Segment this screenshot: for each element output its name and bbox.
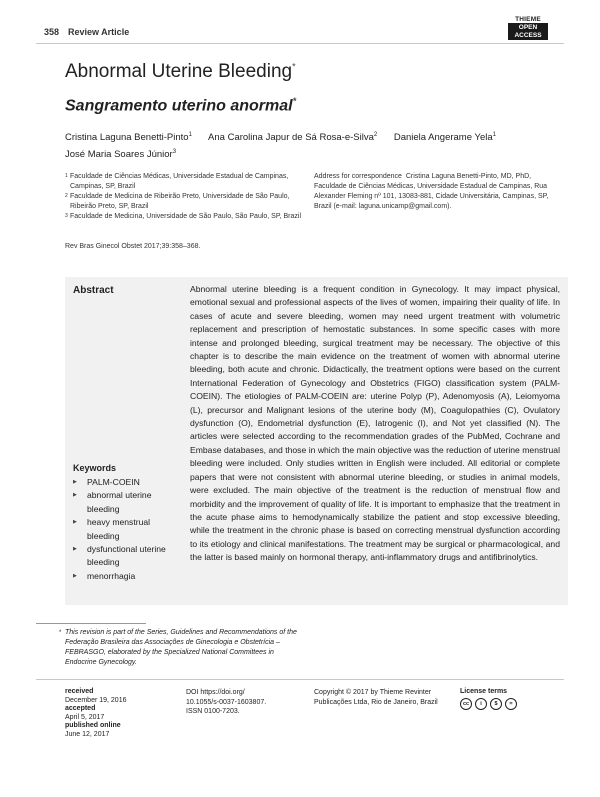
keyword-item[interactable]: ▶ PALM-COEIN — [73, 476, 183, 489]
doi-link[interactable]: DOI https://doi.org/ — [186, 689, 245, 696]
author-name: Cristina Laguna Benetti-Pinto — [65, 132, 189, 144]
footnote-divider — [36, 623, 146, 624]
article-title — [65, 61, 296, 83]
affiliation-number: 1 — [65, 173, 68, 179]
keyword-item[interactable]: ▶ menorrhagia — [73, 570, 183, 583]
author-name: Ana Carolina Japur de Sá Rosa-e-Silva — [208, 132, 374, 144]
footnote-text: This revision is part of the Series, Guidelines and Recommendations of the Federação Brasileira das Associações de Ginecologia e Obstetrícia – FEBRASGO, elaborated by the Specialized National Committees in Endocrine Gynecology. — [65, 629, 297, 666]
affiliation-number: 2 — [65, 193, 68, 199]
issn: ISSN 0100-7203. — [186, 708, 240, 715]
affiliations — [65, 172, 305, 222]
keyword-item[interactable]: ▶ abnormal uterine bleeding — [73, 489, 183, 516]
accepted-label: accepted — [65, 705, 96, 712]
page-number: 358 — [44, 27, 60, 37]
by-icon: i — [475, 698, 487, 710]
article-dates — [65, 688, 126, 739]
logo-badge-line1: OPEN — [518, 24, 538, 31]
author[interactable] — [65, 149, 176, 160]
header-divider — [36, 43, 564, 44]
received-date: December 19, 2016 — [65, 696, 127, 704]
author-name: José Maria Soares Júnior — [65, 149, 173, 161]
author[interactable] — [394, 132, 496, 143]
logo-badge-line2: ACCESS — [514, 31, 542, 39]
accepted-date: April 5, 2017 — [65, 713, 105, 721]
license-block — [460, 688, 560, 710]
doi-number[interactable]: 10.1055/s-0037-1603807. — [186, 698, 267, 706]
title-footnote-mark[interactable]: * — [292, 61, 296, 72]
logo-brand: THIEME — [515, 16, 541, 23]
section-label: Review Article — [68, 27, 130, 37]
affiliation-item — [65, 172, 305, 192]
keyword-item[interactable]: ▶ dysfunctional uterine bleeding — [73, 543, 183, 570]
doi-block — [186, 688, 266, 717]
cc-icon: cc — [460, 698, 472, 710]
author[interactable] — [208, 132, 377, 143]
author-name: Daniela Angerame Yela — [393, 132, 493, 144]
abstract-heading: Abstract — [73, 285, 114, 296]
thieme-open-access-logo — [508, 16, 548, 40]
affiliation-item — [65, 212, 305, 222]
published-date: June 12, 2017 — [65, 730, 110, 738]
affiliation-text: Faculdade de Medicina de Ribeirão Preto, Universidade de São Paulo, Ribeirão Preto, SP, Brazil — [70, 193, 290, 210]
correspondence-text[interactable]: Cristina Laguna Benetti-Pinto, MD, PhD, Faculdade de Ciências Médicas, Universidade Estadual de Campinas, Rua Alexander Fleming nº 101, 13083-881, Cidade Universitária, Campinas, SP, Brazil (e-mail: laguna.unicamp@gmail.com). — [314, 173, 549, 210]
author[interactable] — [65, 132, 192, 143]
article-subtitle — [65, 96, 296, 115]
publisher-line: Publicações Ltda, Rio de Janeiro, Brazil — [314, 698, 438, 706]
copyright-line: Copyright © 2017 by Thieme Revinter — [314, 689, 432, 696]
keyword-item[interactable]: ▶ heavy menstrual bleeding — [73, 516, 183, 543]
author-affiliation-mark: 1 — [492, 132, 496, 138]
author-affiliation-mark: 3 — [172, 149, 177, 156]
affiliation-number: 3 — [65, 213, 68, 219]
footnote-mark: * — [59, 630, 62, 636]
affiliation-text: Faculdade de Medicina, Universidade de São Paulo, São Paulo, SP, Brazil — [70, 213, 302, 220]
author-affiliation-mark: 2 — [373, 132, 378, 138]
affiliation-text: Faculdade de Ciências Médicas, Universidade Estadual de Campinas, Campinas, SP, Brazil — [70, 173, 289, 190]
license-label[interactable]: License terms — [460, 688, 508, 695]
correspondence-address — [314, 172, 554, 212]
received-label: received — [65, 688, 94, 695]
nc-icon: $ — [490, 698, 502, 710]
published-label: published online — [65, 722, 121, 729]
keywords-heading: Keywords — [73, 463, 117, 473]
author-list — [65, 128, 565, 162]
logo-badge — [508, 23, 548, 40]
nd-icon: = — [505, 698, 517, 710]
abstract-body: Abnormal uterine bleeding is a frequent condition in Gynecology. It may impact physical, emotional sexual and professional aspects of the lives of women, impairing their quality of life. In cases of acute and severe bleeding, women may need urgent treatment with volumetric replacement and prescription of hemostatic substances. In some specific cases with more intense and prolonged bleeding, surgical treatment may be necessary. The objective of this chapter is to describe the main evidence on the treatment of women with abnormal uterine bleeding, both acute and chronic. Didactically, the treatment options were based on the current International Federation of Gynecology and Obstetrics (FIGO) classification system (PALM-COEIN). The etiologies of PALM-COEIN are: uterine Polyp (P), Adenomyosis (A), Leiomyoma (L), precursor and Malignant lesions of the uterine body (M), Coagulopathies (C), Ovulatory dysfunction (O), Endometrial dysfunction (E), Iatrogenic (I), and Not yet classified (N). The articles were selected according to the recommendation grades of the PubMed, Cochrane and Embase databases, and those in which the main objective was the reduction of uterine menstrual bleeding were included. Only studies written in English were included. All editorial or complete papers that were not consistent with abnormal uterine bleeding, or studies in animal models, were excluded. The main objective of the treatment is the reduction of menstrual flow and morbidity and the improvement of quality of life. It is important to emphasize that the treatment in the acute phase aims to hemodynamically stabilize the patient and stop excessive bleeding, while the treatment in the chronic phase is based on correcting menstrual dysfunction according to its etiology and clinical manifestations. The treatment may be surgical or pharmacological, and the latter is based mainly on hormonal therapy, anti-inflammatory drugs and antifibrinolytics. — [190, 284, 560, 563]
correspondence-label: Address for correspondence — [314, 173, 402, 180]
license-icons[interactable] — [460, 698, 560, 710]
article-subtitle-text: Sangramento uterino anormal — [65, 97, 293, 115]
author-affiliation-mark: 1 — [188, 132, 192, 138]
bottom-divider — [36, 679, 564, 680]
keywords-list — [73, 476, 183, 583]
subtitle-footnote-mark[interactable]: * — [292, 96, 297, 106]
copyright-block — [314, 688, 454, 707]
article-title-text: Abnormal Uterine Bleeding — [65, 61, 293, 82]
footnote — [59, 628, 305, 668]
affiliation-item — [65, 192, 305, 212]
journal-citation: Rev Bras Ginecol Obstet 2017;39:358–368. — [65, 243, 201, 250]
